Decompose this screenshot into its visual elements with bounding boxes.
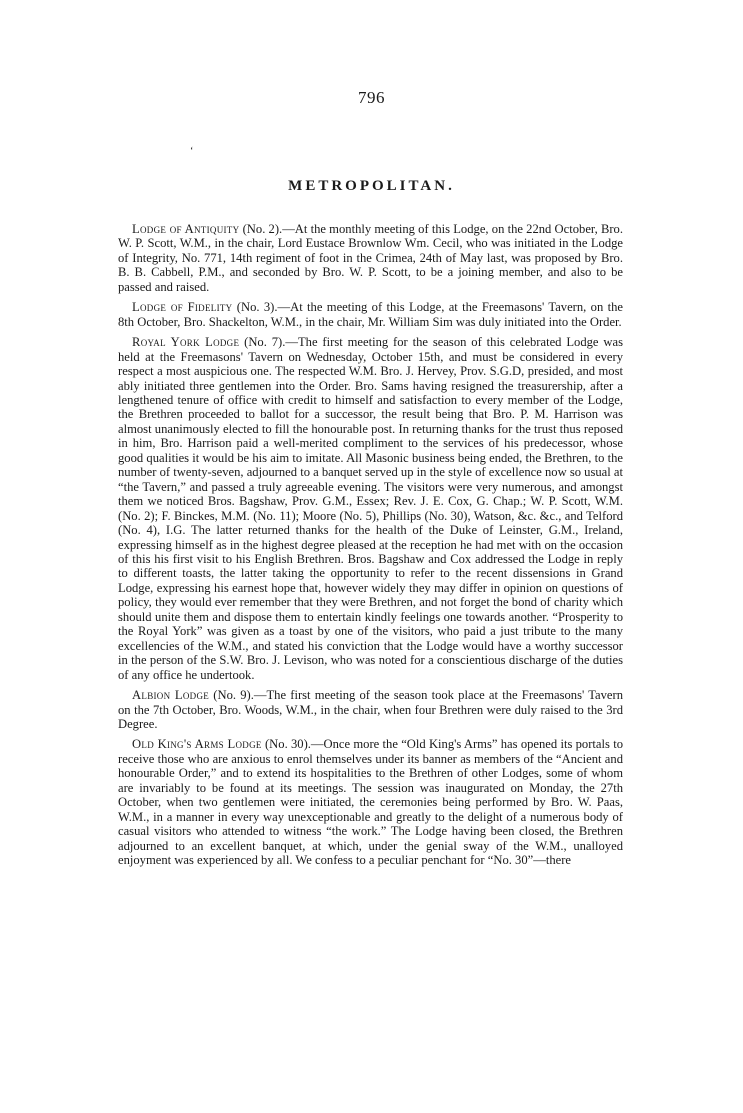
lodge-heading: Lodge of Fidelity (132, 300, 233, 315)
page-number: 796 (358, 88, 385, 107)
lodge-heading: Lodge of Antiquity (132, 222, 240, 236)
paragraph-text: (No. 30).—Once more the “Old King's Arms” has opened its portals to receive those who are anxious to enrol themselves under its banner as members of the “Ancient and honourable Order,” and to extend its hospitalities to the Brethren of other Lodges, some of whom are invariably to be found at its meetings. The session was inaugurated on Monday, the 27th October, when two gentlemen were initiated, the ceremonies being performed by Bro. W. Paas, W.M., in a manner in every way unexceptionable and greatly to the delight of a numerous body of casual visitors who attended to witness “the work.” The Lodge having been closed, the Brethren adjourned to an excellent banquet, at which, under the genial sway of the W.M., unalloyed enjoyment was experienced by all. We confess to a peculiar penchant for “No. 30”—there (118, 737, 623, 868)
stray-ink-mark: ‘ (190, 146, 194, 157)
paragraph-albion-lodge (118, 688, 623, 731)
paragraph-text: (No. 9).—The first meeting of the season took place at the Freemasons' Tavern on the 7th October, Bro. Woods, W.M., in the chair, when four Brethren were duly raised to the 3rd Degree. (118, 688, 623, 731)
paragraph-text: (No. 3).—At the meeting of this Lodge, at the Freemasons' Tavern, on the 8th October, Bro. Shackelton, W.M., in the chair, Mr. William Sim was duly initiated into the Order. (118, 300, 623, 329)
paragraph-lodge-of-antiquity (118, 222, 623, 294)
article-body (118, 222, 623, 873)
paragraph-text: (No. 7).—The first meeting for the season of this celebrated Lodge was held at the Freemasons' Tavern on Wednesday, October 15th, and must be considered in every respect a most auspicious one. The respected W.M. Bro. J. Hervey, Prov. S.G.D, presided, and most ably initiated three gentlemen into the Order. Bro. Sams having resigned the treasurership, after a lengthened tenure of office with credit to himself and satisfaction to every member of the Lodge, the Brethren proceeded to ballot for a successor, the result being that Bro. P. M. Harrison was almost unanimously elected to fill the honourable post. In returning thanks for the trust thus reposed in him, Bro. Harrison paid a well-merited compliment to the services of his predecessor, whose good qualities it would be his aim to imitate. All Masonic business being ended, the Brethren, to the number of twenty-seven, adjourned to a banquet served up in the style of excellence now so usual at “the Tavern,” and passed a truly agreeable evening. The visitors were very numerous, and amongst them we noticed Bros. Bagshaw, Prov. G.M., Essex; Rev. J. E. Cox, G. Chap.; W. P. Scott, W.M. (No. 2); F. Binckes, M.M. (No. 11); Moore (No. 5), Phillips (No. 30), Watson, &c. &c., and Telford (No. 4), I.G. The latter returned thanks for the health of the Duke of Leinster, G.M., Ireland, expressing himself as in the highest degree pleased at the reception he had met with on the occasion of this his first visit to his English Brethren. Bros. Bagshaw and Cox addressed the Lodge in reply to different toasts, the latter taking the opportunity to refer to the recent dissensions in Grand Lodge, expressing his earnest hope that, however widely they may differ in opinion on questions of policy, they would ever remember that they were Brethren, and not forget the bond of charity which should unite them and dispose them to entertain kindly feelings one towards another. “Prosperity to the Royal York” was given as a toast by one of the visitors, who paid a just tribute to the many excellencies of the W.M., and stated his conviction that the Lodge would have a worthy successor in the person of the S.W. Bro. J. Levison, who was noted for a conscientious discharge of the duties of any office he undertook. (118, 335, 623, 682)
section-title: METROPOLITAN. (288, 178, 455, 194)
paragraph-text: (No. 2).—At the monthly meeting of this Lodge, on the 22nd October, Bro. W. P. Scott, W.M., in the chair, Lord Eustace Brownlow Wm. Cecil, who was initiated in the Lodge of Integrity, No. 771, 14th regiment of foot in the Crimea, 24th of May last, was proposed by Bro. B. B. Cabbell, P.M., and seconded by Bro. W. P. Scott, to be a joining member, and also to be passed and raised. (118, 222, 624, 294)
lodge-heading: Royal York Lodge (132, 335, 240, 350)
paragraph-lodge-of-fidelity (118, 300, 623, 329)
paragraph-old-kings-arms-lodge (118, 737, 623, 867)
lodge-heading: Old King's Arms Lodge (132, 737, 262, 752)
lodge-heading: Albion Lodge (132, 688, 210, 703)
paragraph-royal-york-lodge (118, 335, 623, 682)
